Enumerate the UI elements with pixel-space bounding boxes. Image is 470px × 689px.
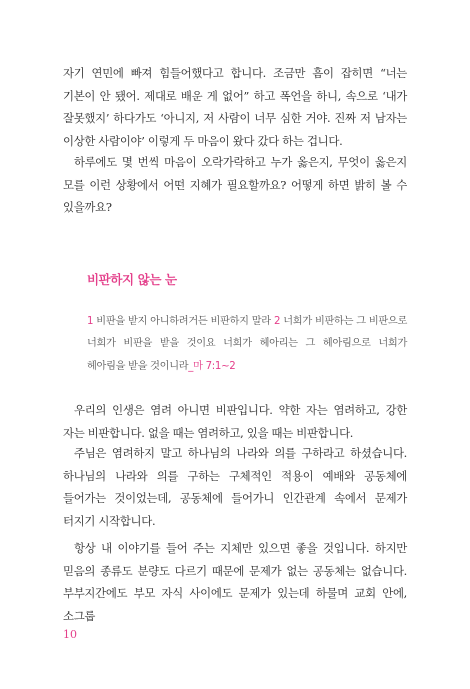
verse-number-2: 2: [273, 316, 281, 327]
section-heading: 비판하지 않는 눈: [87, 272, 177, 287]
scripture-reference: _마 7:1~2: [188, 360, 236, 372]
body-paragraph-3: 우리의 인생은 염려 아니면 비판입니다. 약한 자는 염려하고, 강한 자는 비판합니다. 없을 때는 염려하고, 있을 때는 비판합니다.: [63, 403, 407, 440]
verse-text-1: 비판을 받지 아니하려거든 비판하지 말라: [93, 316, 274, 327]
body-paragraph-4: 주님은 염려하지 말고 하나님의 나라와 의를 구하라고 하셨습니다. 하나님의 나라와 의를 구하는 구체적인 적용이 예배와 공동체에 들어가는 것이었는데, 공동체에 들어가니 인간관계 속에서 문제가 터지기 시작합니다.: [63, 446, 407, 528]
body-paragraph-2: 하루에도 몇 번씩 마음이 오락가락하고 누가 옳은지, 무엇이 옳은지 모를 이런 상황에서 어떤 지혜가 필요할까요? 어떻게 하면 밝히 볼 수 있을까요?: [63, 155, 407, 215]
scripture-quote: [87, 311, 407, 378]
body-paragraph-5: 항상 내 이야기를 들어 주는 지체만 있으면 좋을 것입니다. 하지만 믿음의 종류도 분량도 다르기 때문에 문제가 없는 공동체는 없습니다. 부부지간에도 부모 자식 사이에도 문제가 있는데 하물며 교회 안에, 소그룹: [63, 541, 407, 623]
body-paragraph-1: 자기 연민에 빠져 힘들어했다고 합니다. 조금만 흠이 잡히면 “너는 기본이 안 됐어. 제대로 배운 게 없어” 하고 폭언을 하니, 속으로 ‘내가 잘못했지’ 하다가도 ‘아니지, 저 사람이 너무 심한 거야. 진짜 저 남자는 이상한 사람이야’ 이렇게 두 마음이 왔다 갔다 하는 겁니다.: [63, 66, 407, 148]
verse-text-2: 너희가 비판하는 그 비판으로 너희가 비판을 받을 것이요 너희가 헤아리는 그 헤아림으로 너희가 헤아림을 받을 것이니라: [87, 316, 408, 372]
verse-number-1: 1: [87, 316, 94, 327]
page-number: 10: [63, 628, 77, 641]
